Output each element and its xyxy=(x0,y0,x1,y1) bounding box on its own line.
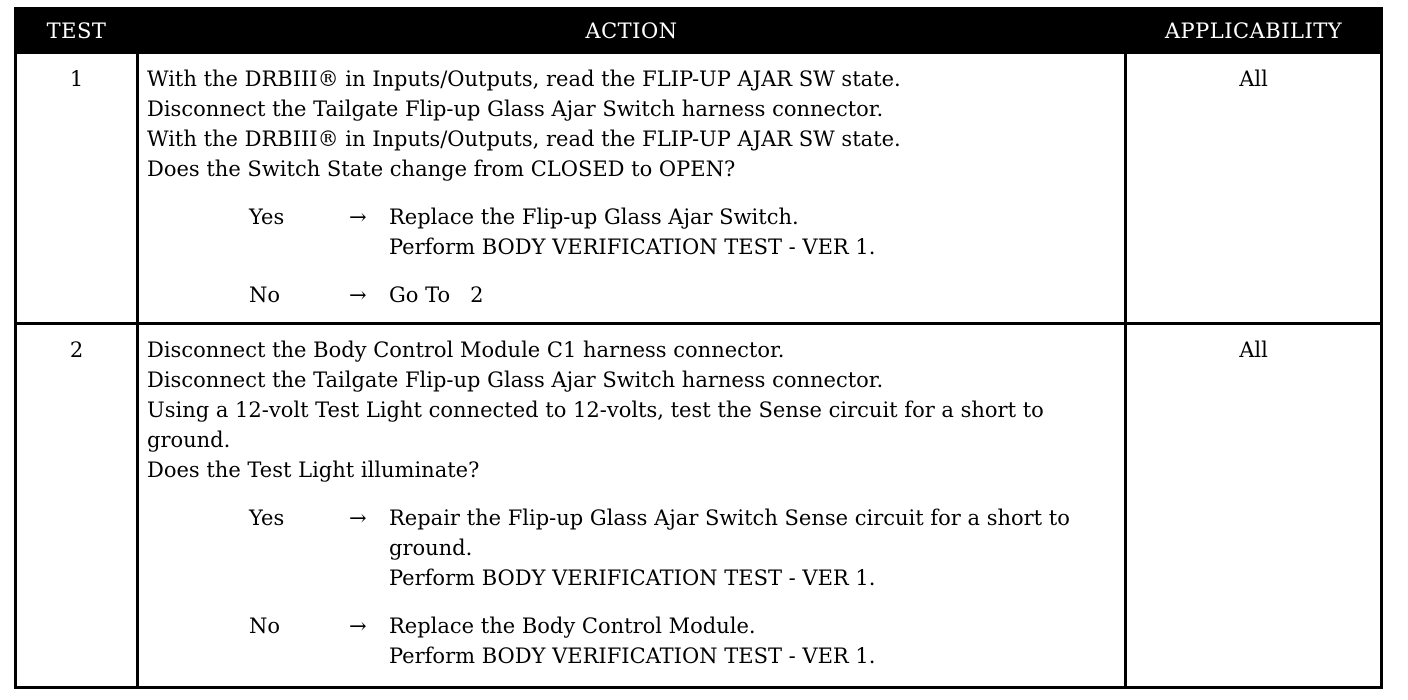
header-row xyxy=(16,9,1382,53)
no-branch xyxy=(249,280,1118,310)
action-step: Does the Test Light illuminate? xyxy=(147,458,480,482)
result-line: Replace the Flip-up Glass Ajar Switch. xyxy=(389,205,799,229)
yes-result xyxy=(389,202,1118,262)
no-result xyxy=(389,611,1118,671)
table-header xyxy=(16,9,1382,53)
applicability-value: All xyxy=(1126,324,1382,688)
result-line: Perform BODY VERIFICATION TEST - VER 1. xyxy=(389,235,876,259)
yes-label: Yes xyxy=(249,205,285,229)
result-line: Perform BODY VERIFICATION TEST - VER 1. xyxy=(389,644,876,668)
yes-result xyxy=(389,503,1118,593)
table-row xyxy=(16,53,1382,324)
yes-branch xyxy=(249,202,1118,262)
right-arrow-icon: → xyxy=(349,205,367,229)
no-label: No xyxy=(249,614,281,638)
action-cell xyxy=(138,53,1126,324)
diagnostic-test-table xyxy=(14,7,1383,689)
action-step: Disconnect the Tailgate Flip-up Glass Ajar Switch harness connector. xyxy=(147,97,884,121)
right-arrow-icon: → xyxy=(349,614,367,638)
no-label: No xyxy=(249,283,281,307)
action-step: Disconnect the Tailgate Flip-up Glass Ajar Switch harness connector. xyxy=(147,368,884,392)
test-number: 2 xyxy=(16,324,138,688)
header-applicability: APPLICABILITY xyxy=(1126,9,1382,53)
result-line: Repair the Flip-up Glass Ajar Switch Sense circuit for a short to ground. xyxy=(389,506,1070,560)
action-step: Disconnect the Body Control Module C1 harness connector. xyxy=(147,338,785,362)
yes-label: Yes xyxy=(249,506,285,530)
yes-branch xyxy=(249,503,1118,593)
result-line: Go To 2 xyxy=(389,283,484,307)
no-branch xyxy=(249,611,1118,671)
action-cell xyxy=(138,324,1126,688)
right-arrow-icon: → xyxy=(349,506,367,530)
header-action: ACTION xyxy=(138,9,1126,53)
action-step: Does the Switch State change from CLOSED to OPEN? xyxy=(147,157,736,181)
test-number: 1 xyxy=(16,53,138,324)
applicability-value: All xyxy=(1126,53,1382,324)
result-line: Replace the Body Control Module. xyxy=(389,614,756,638)
action-step: Using a 12-volt Test Light connected to 12-volts, test the Sense circuit for a short to ground. xyxy=(147,398,1044,452)
table-row xyxy=(16,324,1382,688)
action-step: With the DRBIII® in Inputs/Outputs, read the FLIP-UP AJAR SW state. xyxy=(147,127,901,151)
result-line: Perform BODY VERIFICATION TEST - VER 1. xyxy=(389,566,876,590)
action-step: With the DRBIII® in Inputs/Outputs, read the FLIP-UP AJAR SW state. xyxy=(147,67,901,91)
right-arrow-icon: → xyxy=(349,283,367,307)
no-result xyxy=(389,280,1118,310)
header-test: TEST xyxy=(16,9,138,53)
